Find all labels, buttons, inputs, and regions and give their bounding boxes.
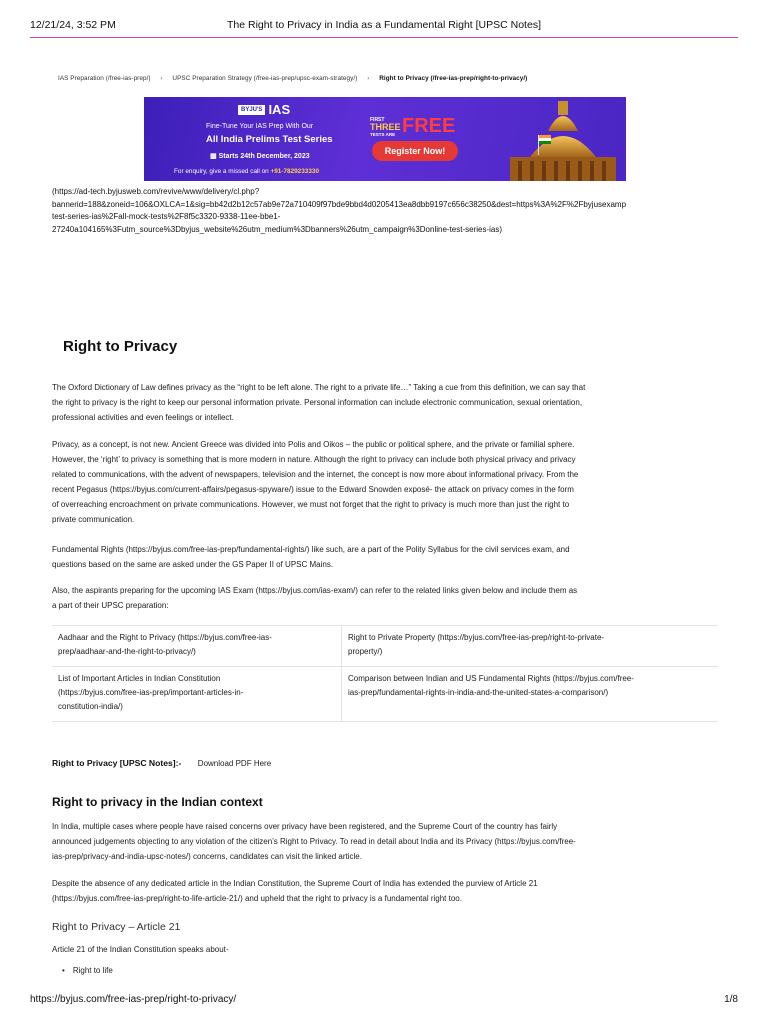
first-text: FIRST <box>370 117 385 123</box>
paragraph-article21-intro <box>52 942 718 957</box>
banner-free: FREE <box>402 115 456 137</box>
breadcrumb-item-upsc-strategy[interactable]: UPSC Preparation Strategy (/free-ias-prep/upsc-exam-strategy/) <box>172 75 358 82</box>
banner-url-line: test-series-ias%2Fall-mock-tests%2F8f5c3320-9338-11ee-bbe1- <box>52 212 281 221</box>
paragraph-article21 <box>52 876 718 906</box>
article21-link-line[interactable]: (https://byjus.com/free-ias-prep/right-to-life-article-21/) and upheld that the right to privacy is a fundamental right too. <box>52 894 462 903</box>
register-now-button[interactable]: Register Now! <box>372 141 458 161</box>
text-line: a part of their UPSC preparation: <box>52 601 169 610</box>
text-line: ias-prep/privacy-and-india-upsc-notes/) concerns, candidates can visit the linked article. <box>52 852 362 861</box>
related-link-aadhaar[interactable] <box>52 626 342 667</box>
section-heading-indian-context: Right to privacy in the Indian context <box>52 795 263 809</box>
three-text: THREE <box>370 122 401 132</box>
print-datetime: 12/21/24, 3:52 PM <box>30 19 116 31</box>
ad-banner[interactable] <box>144 97 626 181</box>
text-line: private communication. <box>52 515 135 524</box>
related-links-table <box>52 625 718 722</box>
banner-tagline: Fine-Tune Your IAS Prep With Our <box>206 123 314 130</box>
banner-url-line: bannerid=188&zoneid=106&OXLCA=1&sig=bb42d2b12c57ab9e72a710409f97bde9bbd4d0205413ea8dbb9197c656c38250&dest=https%3A%2F%2Fbyjusexamp <box>52 199 627 209</box>
notes-label: Right to Privacy [UPSC Notes]:- <box>52 758 182 768</box>
text-line: The Oxford Dictionary of Law defines privacy as the “right to be left alone. The right to a private life…” Taking a cue from this definition, we can say that <box>52 383 586 392</box>
breadcrumb-separator: › <box>160 75 163 82</box>
related-link-us-comparison[interactable] <box>342 667 719 722</box>
fundamental-rights-link-line[interactable]: Fundamental Rights (https://byjus.com/free-ias-prep/fundamental-rights/) like such, are a part of the Polity Syllabus for the civil services exam, and <box>52 545 570 554</box>
byjus-ias-logo <box>238 102 290 117</box>
section-heading-article21: Right to Privacy – Article 21 <box>52 921 181 933</box>
banner-enquiry <box>174 168 319 175</box>
notes-download-row <box>52 758 271 768</box>
ias-exam-link-line[interactable]: Also, the aspirants preparing for the upcoming IAS Exam (https://byjus.com/ias-exam/) can refer to the related links given below and include them as <box>52 586 578 595</box>
link-text: ias-prep/fundamental-rights-in-india-and-the-united-states-a-comparison/) <box>348 688 609 697</box>
banner-url-line: (https://ad-tech.byjusweb.com/revive/www/delivery/cl.php? <box>52 187 260 196</box>
article21-list <box>62 966 113 975</box>
breadcrumb <box>58 75 527 82</box>
banner-start-date <box>210 152 310 160</box>
pegasus-link-line[interactable]: recent Pegasus (https://byjus.com/current-affairs/pegasus-spyware/) issue to the Edward Snowden exposé- the attack on privacy comes in the form <box>52 485 574 494</box>
tests-are-text: TESTS ARE <box>370 132 396 137</box>
text-line: professional activities and even feelings or intellect. <box>52 413 234 422</box>
link-text: property/) <box>348 647 383 656</box>
page-number: 1/8 <box>724 994 738 1005</box>
logo-box: BYJU'S <box>238 105 265 115</box>
text-line: Despite the absence of any dedicated article in the Indian Constitution, the Supreme Court of India has extended the purview of Article 21 <box>52 879 538 888</box>
list-item: • Right to life <box>62 966 113 975</box>
text-line: However, the ‘right’ to privacy is something that is more modern in nature. Although the right to privacy can include both physical privacy and privacy <box>52 455 576 464</box>
page-heading: Right to Privacy <box>63 338 178 355</box>
text-line: Privacy, as a concept, is not new. Ancient Greece was divided into Polis and Oikos – the public or political sphere, and the private or familial sphere. <box>52 440 575 449</box>
paragraph-fundamental-rights <box>52 542 718 572</box>
footer-url: https://byjus.com/free-ias-prep/right-to-privacy/ <box>30 994 237 1005</box>
text-line: related to communications, with the advent of newspapers, television and the internet, the concept is now more about informational privacy. From the <box>52 470 579 479</box>
breadcrumb-item-current[interactable]: Right to Privacy (/free-ias-prep/right-to-privacy/) <box>379 75 528 82</box>
banner-first-three <box>370 117 401 138</box>
paragraph-history <box>52 437 718 527</box>
text-line: of overreaching encroachment on private communications. However, we must not forget that the right to privacy is much more than just the right to <box>52 500 570 509</box>
logo-text: IAS <box>268 102 291 117</box>
link-text: prep/aadhaar-and-the-right-to-privacy/) <box>58 647 196 656</box>
paragraph-cases <box>52 819 718 864</box>
link-text: (https://byjus.com/free-ias-prep/important-articles-in- <box>58 688 244 697</box>
text-line: questions based on the same are asked under the GS Paper II of UPSC Mains. <box>52 560 334 569</box>
banner-ad-link[interactable] <box>52 186 742 236</box>
header-divider <box>30 37 738 38</box>
start-date-text: Starts 24th December, 2023 <box>218 153 310 160</box>
breadcrumb-item-ias-preparation[interactable]: IAS Preparation (/free-ias-prep/) <box>58 75 151 82</box>
enquiry-text: For enquiry, give a missed call on <box>174 168 269 175</box>
table-row <box>52 626 718 667</box>
related-link-important-articles[interactable] <box>52 667 342 722</box>
related-link-private-property[interactable] <box>342 626 719 667</box>
privacy-india-link-line[interactable]: announced judgements objecting to any violation of the citizen’s Right to Privacy. To read in detail about India and its Privacy (https://byjus.com/free- <box>52 837 576 846</box>
link-text: Comparison between Indian and US Fundamental Rights (https://byjus.com/free- <box>348 674 634 683</box>
calendar-icon: ▦ <box>210 153 219 160</box>
banner-headline: All India Prelims Test Series <box>206 134 333 145</box>
print-footer <box>30 994 738 1005</box>
paragraph-aspirants <box>52 583 718 613</box>
print-page-title: The Right to Privacy in India as a Fundamental Right [UPSC Notes] <box>227 19 541 31</box>
parliament-dome-icon <box>500 97 626 181</box>
link-text: constitution-india/) <box>58 702 123 711</box>
paragraph-definition <box>52 380 718 425</box>
text-line: In India, multiple cases where people have raised concerns over privacy have been registered, and the Supreme Court of the country has fairly <box>52 822 558 831</box>
text-line: the right to privacy is the right to keep our personal information private. Personal information can include electronic communication, sexual orientation, <box>52 398 583 407</box>
print-header <box>0 0 768 38</box>
download-pdf-link[interactable]: Download PDF Here <box>197 759 272 768</box>
table-row <box>52 667 718 722</box>
banner-url-line: 27240a104165%3Futm_source%3Dbyjus_website%26utm_medium%3Dbanners%26utm_campaign%3Donline-test-series-ias) <box>52 224 503 234</box>
link-text: List of Important Articles in Indian Constitution <box>58 674 221 683</box>
link-text: Aadhaar and the Right to Privacy (https://byjus.com/free-ias- <box>58 633 272 642</box>
link-text: Right to Private Property (https://byjus.com/free-ias-prep/right-to-private- <box>348 633 605 642</box>
breadcrumb-separator: › <box>367 75 370 82</box>
text-line: Article 21 of the Indian Constitution speaks about- <box>52 945 229 954</box>
enquiry-phone: +91-7829233330 <box>270 168 320 175</box>
